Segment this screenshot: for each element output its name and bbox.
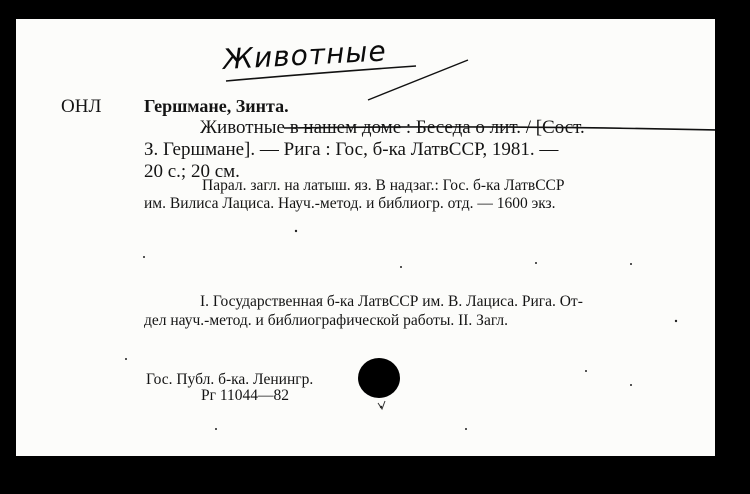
catalog-card bbox=[16, 19, 715, 456]
note-line: Парал. загл. на латыш. яз. В надзаг.: Гос. б-ка ЛатвССР bbox=[202, 177, 565, 194]
title-line: 20 с.; 20 см. bbox=[144, 161, 240, 182]
title-line: З. Гершмане]. — Рига : Гос, б-ка ЛатвССР, 1981. — bbox=[144, 139, 559, 160]
tracing-line: I. Государственная б-ка ЛатвССР им. В. Лациса. Рига. От- bbox=[200, 293, 583, 310]
ink-blot bbox=[358, 358, 400, 398]
library-name: Гос. Публ. б-ка. Ленингр. bbox=[146, 371, 314, 388]
call-number: ОНЛ bbox=[61, 96, 102, 117]
author-heading: Гершмане, Зинта. bbox=[144, 96, 289, 116]
card-number: Рг 11044—82 bbox=[201, 387, 290, 404]
title-line: Животные в нашем доме : Беседа о лит. / [Сост. bbox=[200, 117, 585, 138]
handwritten-subject-heading: Животные bbox=[222, 34, 388, 76]
tracing-line: дел науч.-метод. и библиографической работы. II. Загл. bbox=[144, 312, 509, 329]
note-line: им. Вилиса Лациса. Науч.-метод. и библиогр. отд. — 1600 экз. bbox=[144, 195, 556, 212]
